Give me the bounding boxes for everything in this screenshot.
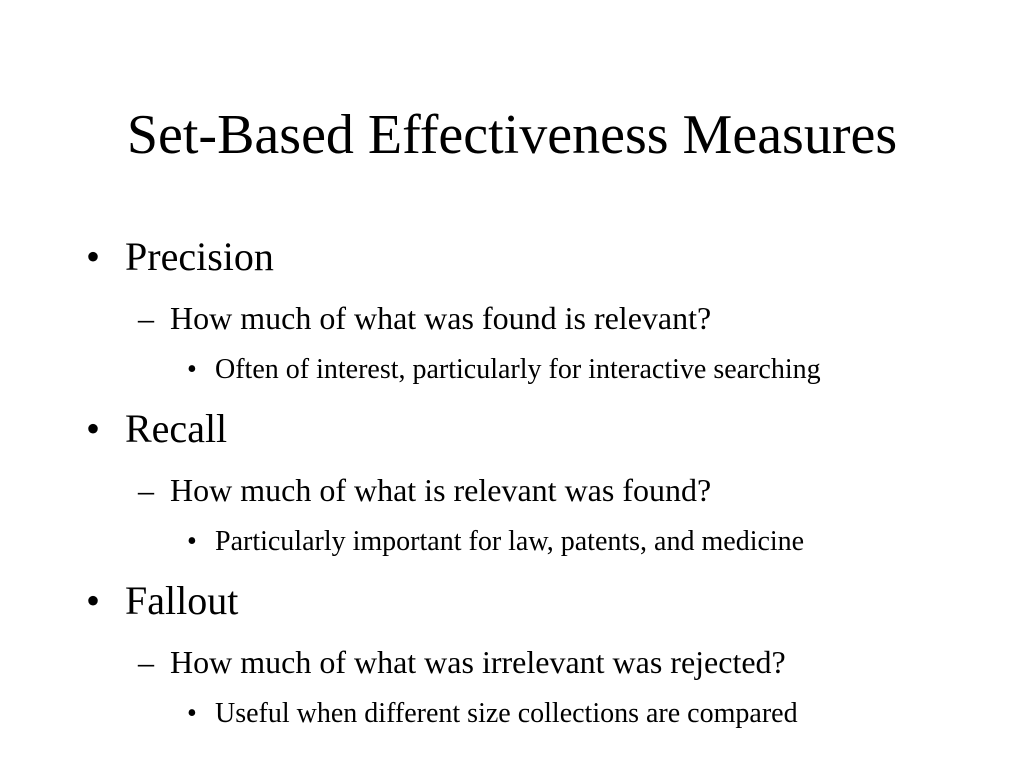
detail-marker: • <box>187 354 197 385</box>
bullet-marker: • <box>86 234 101 279</box>
detail-fallout: Useful when different size collections are compared <box>215 698 798 729</box>
dash-marker: – <box>138 644 154 680</box>
bullet-precision: Precision <box>125 234 274 279</box>
dash-marker: – <box>138 300 154 336</box>
slide-title: Set-Based Effectiveness Measures <box>126 104 898 166</box>
detail-precision: Often of interest, particularly for interactive searching <box>215 354 821 385</box>
detail-marker: • <box>187 526 197 557</box>
bullet-fallout: Fallout <box>125 578 239 623</box>
bullet-marker: • <box>86 578 101 623</box>
detail-recall: Particularly important for law, patents, and medicine <box>215 526 805 557</box>
bullet-marker: • <box>86 406 101 451</box>
sub-bullet-recall: How much of what is relevant was found? <box>170 472 712 508</box>
dash-marker: – <box>138 472 154 508</box>
bullet-recall: Recall <box>125 406 228 451</box>
sub-bullet-fallout: How much of what was irrelevant was rejected? <box>170 644 786 680</box>
detail-marker: • <box>187 698 197 729</box>
sub-bullet-precision: How much of what was found is relevant? <box>170 300 712 336</box>
